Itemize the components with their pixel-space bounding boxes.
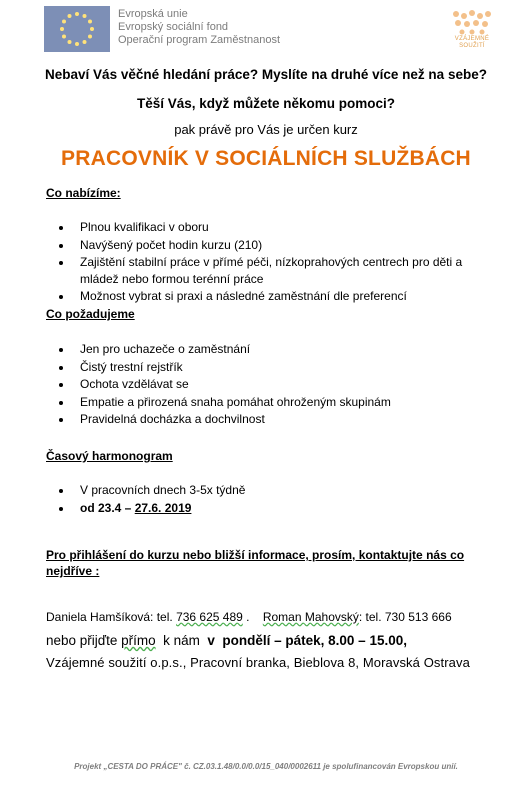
project-footer: Projekt „CESTA DO PRÁCE" č. CZ.03.1.48/0.0/0.0/15_040/0002611 je spolufinancován Evropskou unií. xyxy=(74,762,458,771)
list-item: Navýšený počet hodin kurzu (210) xyxy=(56,237,496,255)
tel-label: : tel. xyxy=(150,610,177,624)
requirements-list xyxy=(56,341,496,429)
list-item: Empatie a přirozená snaha pomáhat ohroženým skupinám xyxy=(56,394,496,412)
phone-2: : tel. 730 513 666 xyxy=(358,610,452,624)
visit-direct: přímo xyxy=(121,633,156,648)
list-item: Čistý trestní rejstřík xyxy=(56,359,496,377)
course-title: PRACOVNÍK V SOCIÁLNÍCH SLUŽBÁCH xyxy=(61,147,471,170)
list-item: Možnost vybrat si praxi a následné zaměstnání dle preferencí xyxy=(56,288,496,306)
phone-1: 736 625 489 xyxy=(176,610,243,624)
visit-text: k nám xyxy=(155,633,204,648)
contact-person-1: Daniela Hamšíková xyxy=(46,610,151,624)
opening-hours: v pondělí – pátek, 8.00 – 15.00, xyxy=(203,633,407,648)
list-item: Jen pro uchazeče o zaměstnání xyxy=(56,341,496,359)
list-item: Plnou kvalifikaci v oboru xyxy=(56,219,496,237)
eu-line: Operační program Zaměstnanost xyxy=(118,34,281,46)
contact-heading-line: Pro přihlášení do kurzu nebo bližší informace, prosím, kontaktujte nás co xyxy=(46,548,465,562)
schedule-list xyxy=(56,482,496,517)
list-item-dates xyxy=(56,500,496,518)
list-item: V pracovních dnech 3-5x týdně xyxy=(56,482,496,500)
intro-question-1: Nebaví Vás věčné hledání práce? Myslíte na druhé více než na sebe? xyxy=(45,67,487,82)
requirements-heading: Co požadujeme xyxy=(46,307,135,321)
list-item: Zajištění stabilní práce v přímé péči, nízkoprahových centrech pro děti a mládež nebo formou terénní práce xyxy=(56,254,496,288)
offer-list xyxy=(56,219,496,306)
separator: . xyxy=(242,610,263,624)
contact-heading xyxy=(46,547,486,579)
eu-line: Evropský sociální fond xyxy=(118,21,229,33)
offer-heading: Co nabízíme: xyxy=(46,186,121,200)
visit-text: nebo přijďte xyxy=(46,633,122,648)
eu-line: Evropská unie xyxy=(118,8,188,20)
visit-line xyxy=(46,633,407,648)
list-item: Ochota vzdělávat se xyxy=(56,376,496,394)
date-end: 27.6. 2019 xyxy=(134,500,192,515)
eu-stars-icon xyxy=(57,9,97,49)
eu-flag-logo xyxy=(44,6,110,52)
contact-person-2-first: Roman xyxy=(262,610,305,624)
contact-person-2-last: Mahovský xyxy=(304,610,359,624)
eu-program-text xyxy=(118,8,280,47)
address: Vzájemné soužití o.p.s., Pracovní branka, Bieblova 8, Moravská Ostrava xyxy=(46,655,470,670)
intro-lead: pak právě pro Vás je určen kurz xyxy=(174,122,358,137)
list-item: Pravidelná docházka a dochvilnost xyxy=(56,411,496,429)
contact-heading-line: nejdříve : xyxy=(46,564,100,578)
intro-question-2: Těší Vás, když můžete někomu pomoci? xyxy=(136,96,396,111)
schedule-heading: Časový harmonogram xyxy=(46,449,173,463)
date-prefix: od 23.4 – xyxy=(80,500,135,515)
logo-caption: VZÁJEMNÉ SOUŽITÍ xyxy=(454,36,490,49)
contact-phones xyxy=(46,610,452,624)
